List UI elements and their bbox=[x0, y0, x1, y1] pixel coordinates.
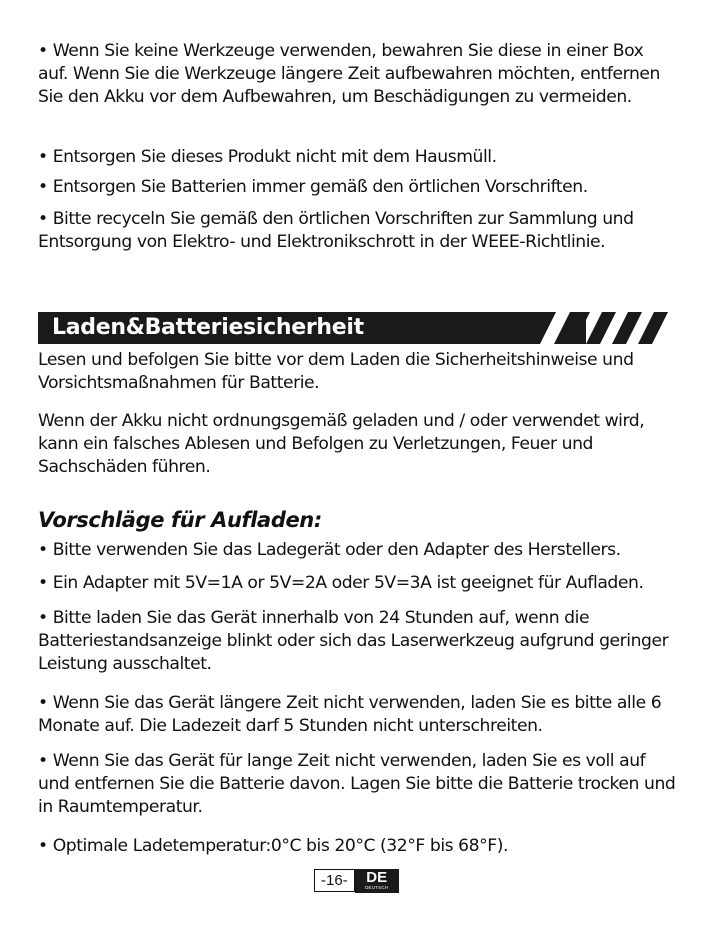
language-code: DE bbox=[366, 869, 388, 886]
intro-paragraph-batteries: • Entsorgen Sie Batterien immer gemäß den örtlichen Vorschriften. bbox=[38, 177, 588, 197]
charging-item-6-months: • Wenn Sie das Gerät längere Zeit nicht verwenden, laden Sie es bitte alle 6 Monate auf. Die Ladezeit darf 5 Stunden nicht unterschreiten. bbox=[38, 693, 662, 737]
charging-item-temperature: • Optimale Ladetemperatur:0°C bis 20°C (32°F bis 68°F). bbox=[38, 836, 508, 856]
charging-item-voltage: • Ein Adapter mit 5V=1A or 5V=2A oder 5V=3A ist geeignet für Aufladen. bbox=[38, 573, 644, 593]
charging-item-adapter: • Bitte verwenden Sie das Ladegerät oder den Adapter des Herstellers. bbox=[38, 540, 621, 560]
section-paragraph-read-instructions: Lesen und befolgen Sie bitte vor dem Laden die Sicherheitshinweise und Vorsichtsmaßnahmen für Batterie. bbox=[38, 350, 634, 394]
charging-item-24h: • Bitte laden Sie das Gerät innerhalb von 24 Stunden auf, wenn die Batteriestandsanzeige blinkt oder sich das Laserwerkzeug aufgrund geringer Leistung ausschaltet. bbox=[38, 608, 669, 675]
intro-paragraph-disposal: • Entsorgen Sie dieses Produkt nicht mit dem Hausmüll. bbox=[38, 147, 497, 167]
section-title: Laden&Batteriesicherheit bbox=[52, 315, 364, 340]
intro-paragraph-recycling: • Bitte recyceln Sie gemäß den örtlichen Vorschriften zur Sammlung und Entsorgung von Elektro- und Elektronikschrott in der WEEE-Richtlinie. bbox=[38, 209, 634, 253]
charging-heading: Vorschläge für Aufladen: bbox=[38, 508, 322, 532]
section-paragraph-warning: Wenn der Akku nicht ordnungsgemäß geladen und / oder verwendet wird, kann ein falsches Ablesen und Befolgen zu Verletzungen, Feuer und Sachschäden führen. bbox=[38, 411, 645, 478]
page-footer bbox=[314, 869, 399, 893]
charging-item-storage: • Wenn Sie das Gerät für lange Zeit nicht verwenden, laden Sie es voll auf und entfernen Sie die Batterie davon. Lagen Sie bitte die Batterie trocken und in Raumtemperatur. bbox=[38, 751, 676, 818]
language-name: DEUTSCH bbox=[365, 885, 389, 890]
language-badge bbox=[355, 869, 399, 893]
page-number: -16- bbox=[314, 869, 355, 892]
intro-paragraph-storage: • Wenn Sie keine Werkzeuge verwenden, bewahren Sie diese in einer Box auf. Wenn Sie die Werkzeuge längere Zeit aufbewahren möchten, entfernen Sie den Akku vor dem Aufbewahren, um Beschädigungen zu vermeiden. bbox=[38, 41, 660, 108]
section-stripes-decoration bbox=[540, 312, 670, 344]
